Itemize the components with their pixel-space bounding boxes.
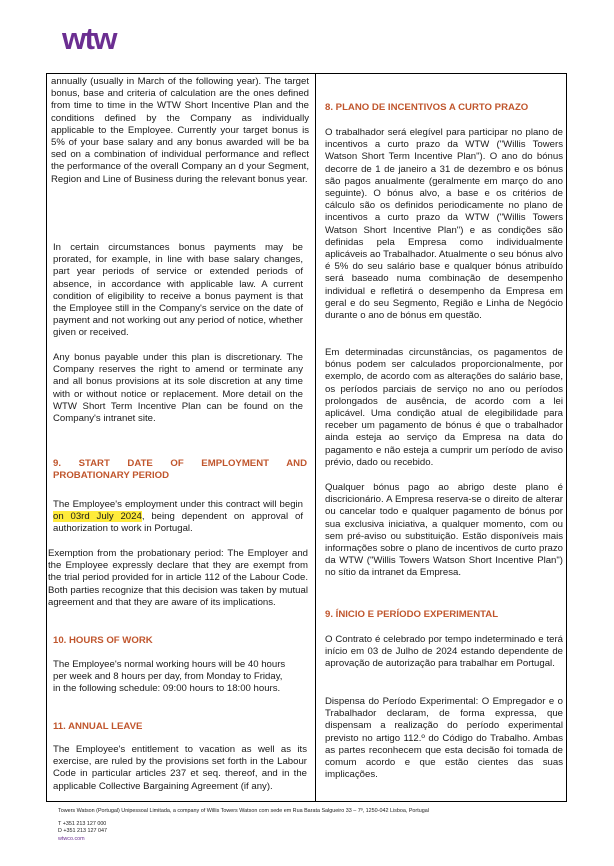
bonus-paragraph-3: Any bonus payable under this plan is discretionary. The Company reserves the right to amend or terminate any and all bonus provisions at its sole discretion at any time with or without notice or replacement. More detail on the WTW Short Term Incentive Plan can be found on the Company's intranet site. (53, 352, 303, 425)
start-date-highlight: on 03rd July 2024 (53, 511, 142, 523)
bonus-paragraph-2-pt: Em determinadas circunstâncias, os pagamentos de bónus podem ser calculados proporcionalmente, por exemplo, de acordo com as alterações do salário base, os períodos parciais de serviço no ano ou períodos prolongados de ausência, de acordo com a lei aplicável. Uma condição atual de elegibilidade para receber um pagamento de bónus é que o trabalhador ainda esteja ao serviço da Empresa na data do pagamento e não esteja a cumprir um período de aviso prévio, dado ou recebido. (325, 347, 563, 468)
bonus-paragraph-3-pt: Qualquer bónus pago ao abrigo deste plano é discricionário. A Empresa reserva-se o direito de alterar ou cancelar todo e qualquer pagamento de bónus por sua exclusiva iniciativa, a qualquer momento, com ou sem pré-aviso ou substituição. Estão disponíveis mais informações sobre o plano de incentivos de curto prazo da WTW ("Willis Towers Watson Short Incentive Plan") no sítio da intranet da Empresa. (325, 482, 563, 579)
page-footer (58, 808, 429, 843)
wtw-logo (62, 24, 150, 54)
section-8-heading-pt: 8. PLANO DE INCENTIVOS A CURTO PRAZO (325, 102, 529, 113)
bonus-paragraph-1-pt: O trabalhador será elegível para participar no plano de incentivos a curto prazo da WTW ("Willis Towers Watson Short Term Incentive Plan"). O ano do bónus decorre de 1 de janeiro a 31 de dezembro e os bónus são pagos anualmente (geralmente em março do ano seguinte). O bónus alvo, a base e os critérios de cálculo são os definidos periodicamente no plano de incentivos a curto prazo da WTW ("Willis Towers Watson Short Incentive Plan") e as condições são definidas pela Empresa como individualmente aplicáveis ao Trabalhador. Atualmente o seu bónus alvo é 5% do seu salário base e qualquer bónus atribuído será baseado numa combinação de desempenho individual e refletirá o desempenho da Empresa em geral e do seu Segmento, Região e Linha de Negócio durante o ano de bónus em questão. (325, 127, 563, 322)
start-date-text-a: The Employee's employment under this contract will begin (53, 499, 303, 510)
section-9-heading-pt: 9. ÍNICIO E PERÍODO EXPERIMENTAL (325, 609, 499, 620)
contract-table (46, 73, 567, 802)
annual-leave-paragraph: The Employee's entitlement to vacation as well as its exercise, are ruled by the provisions set forth in the Labour Code in particular articles 237 et seq. thereof, and in the applicable Collective Bargaining Agreement (if any). (53, 744, 307, 792)
footer-website-link[interactable]: wtwco.com (58, 835, 85, 842)
logo-wordmark: wtw (62, 24, 117, 54)
section-10-heading: 10. HOURS OF WORK (53, 635, 153, 646)
working-hours-paragraph: The Employee's normal working hours will be 40 hours per week and 8 hours per day, from Monday to Friday, in the following schedule: 09:00 hours to 18:00 hours. (53, 659, 286, 695)
start-date-paragraph-pt: O Contrato é celebrado por tempo indeterminado e terá início em 03 de Julho de 2024 estando dependente de aprovação de autorização para trabalhar em Portugal. (325, 634, 563, 670)
section-9-heading: 9. START DATE OF EMPLOYMENT AND PROBATIONARY PERIOD (53, 458, 307, 482)
footer-fax: D +351 213 127 047 (58, 828, 108, 835)
probation-exemption-paragraph-pt: Dispensa do Período Experimental: O Empregador e o Trabalhador declaram, de forma expressa, que dispensam a realização do período experimental previsto no artigo 112.º do Código do Trabalho. Ambas as partes reconhecem que esta decisão foi tomada de comum acordo e que estão cientes das suas implicações. (325, 696, 563, 781)
bonus-paragraph-2: In certain circumstances bonus payments may be prorated, for example, in line with base salary changes, part year periods of service or extended periods of absence, in accordance with applicable law. A current condition of eligibility to receive a bonus payment is that the Employee still in the Company's service on the date of payment and not working out any period of notice, whether given or received. (53, 242, 303, 339)
start-date-paragraph (53, 499, 303, 536)
bonus-paragraph-1: annually (usually in March of the following year). The target bonus, base and criteria of calculation are the ones defined from time to time in the WTW Short Incentive Plan and the conditions defined by the Company as individually applicable to the Employee. Currently your target bonus is 5% of your base salary and any bonus awarded will be ba sed on a combination of individual performance and reflect the performance of the overall Company an d your Segment, Region and Line of Business during the relevant bonus year. (51, 76, 309, 185)
column-divider (315, 74, 316, 801)
footer-telephone: T +351 213 127 000 (58, 820, 107, 827)
footer-company: Towers Watson (Portugal) Unipessoal Limitada, a company of Willis Towers Watson com sede em Rua Barata Salgueiro 33 – 7º, 1250-042 Lisboa, Portugal (58, 808, 429, 814)
probation-exemption-paragraph: Exemption from the probationary period: The Employer and the Employee expressly declare that they are exempt from the trial period provided for in article 112 of the Labour Code. Both parties recognize that this decision was taken by mutual agreement and that they are aware of its implications. (48, 548, 308, 608)
start-date-text-b: , being dependent on approval of authorization to work in Portugal. (53, 511, 303, 535)
section-11-heading: 11. ANNUAL LEAVE (53, 721, 143, 732)
